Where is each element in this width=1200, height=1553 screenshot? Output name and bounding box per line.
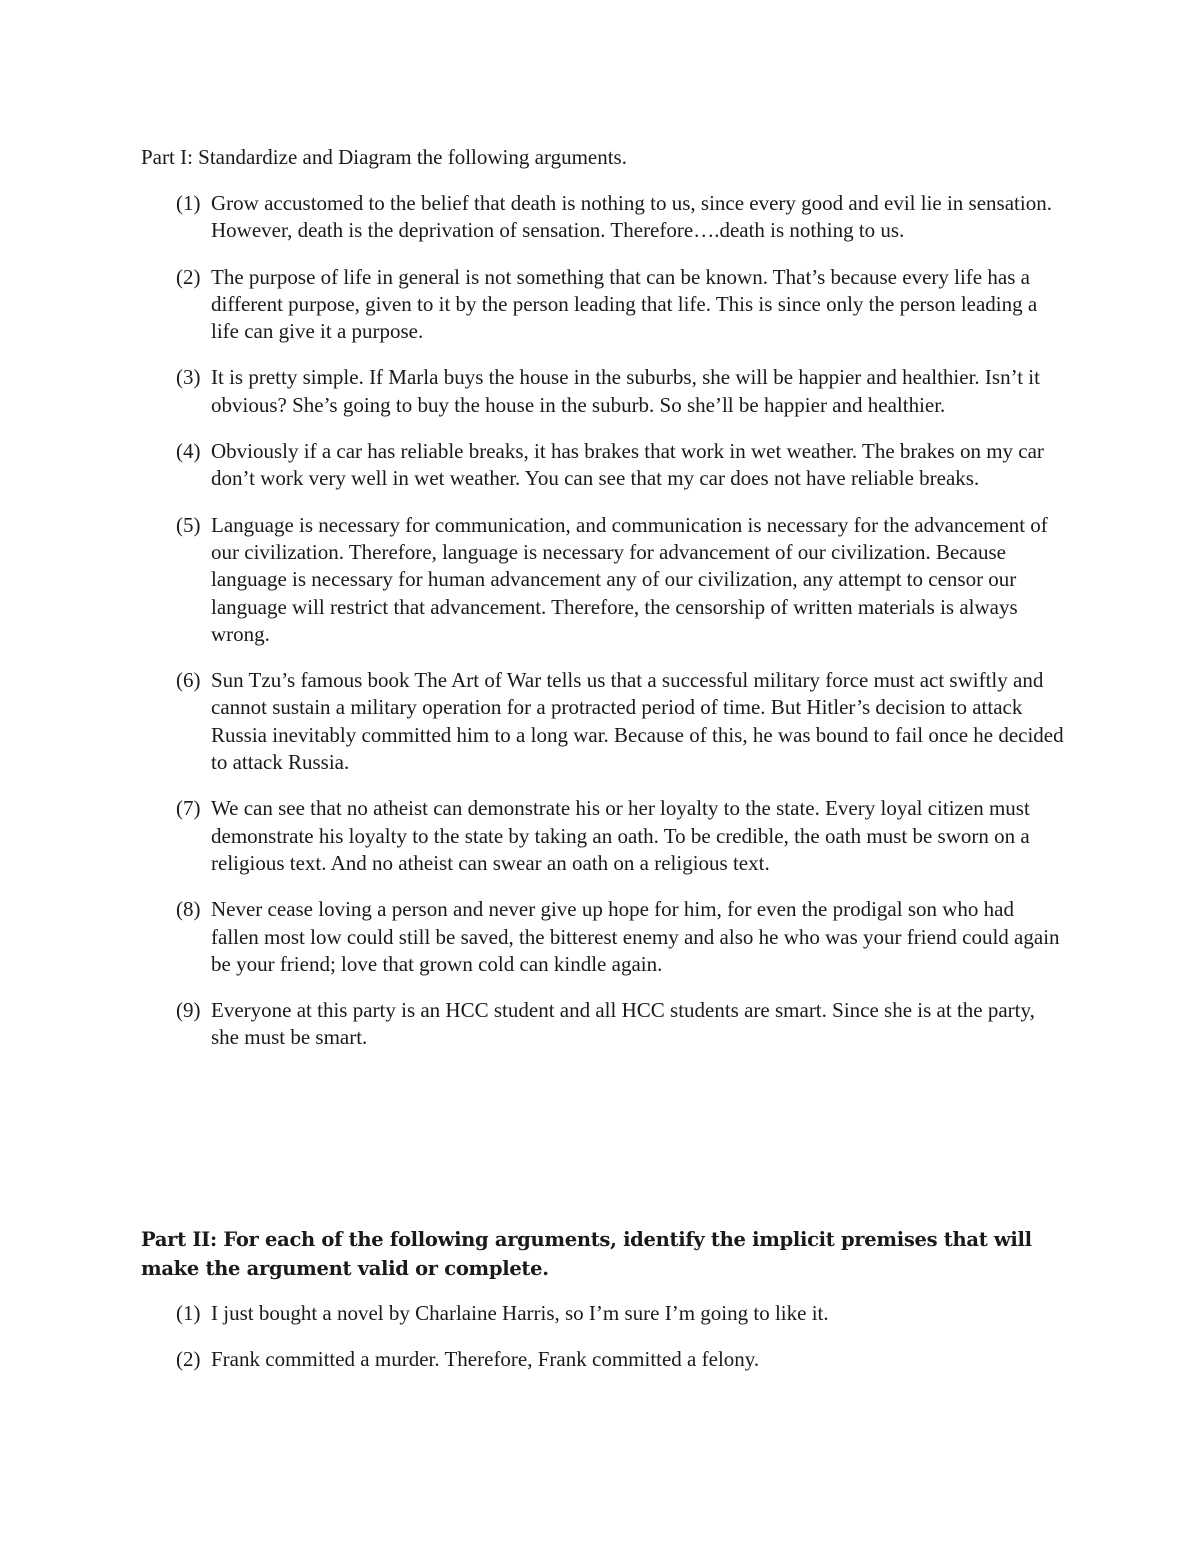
argument-item — [176, 264, 1066, 346]
item-number: (6) — [176, 668, 201, 693]
item-number: (2) — [176, 264, 201, 289]
argument-text: Grow accustomed to the belief that death is nothing to us, since every good and evil lie in sensation. However, death is the deprivation of sensation. Therefore….death is nothing to us. — [211, 191, 1052, 243]
argument-text: Never cease loving a person and never give up hope for him, for even the prodigal son who had fallen most low could still be saved, the bitterest enemy and also he who was your friend could again be your friend; love that grown cold can kindle again. — [211, 897, 1060, 976]
argument-text: I just bought a novel by Charlaine Harris, so I’m sure I’m going to like it. — [211, 1301, 829, 1325]
item-number: (4) — [176, 439, 201, 464]
argument-text: It is pretty simple. If Marla buys the house in the suburbs, she will be happier and healthier. Isn’t it obvious? She’s going to buy the house in the suburb. So she’ll be happier and healthier. — [211, 365, 1040, 417]
argument-item — [176, 438, 1066, 493]
argument-item — [176, 997, 1066, 1052]
argument-text: Everyone at this party is an HCC student and all HCC students are smart. Since she is at the party, she must be smart. — [211, 998, 1035, 1050]
item-number: (1) — [176, 191, 201, 215]
part2-argument-list — [176, 1300, 1066, 1393]
item-number: (1) — [176, 1301, 201, 1325]
item-number: (7) — [176, 796, 201, 821]
argument-item — [176, 364, 1066, 419]
argument-item — [176, 667, 1066, 776]
item-number: (9) — [176, 998, 201, 1023]
item-number: (5) — [176, 512, 201, 537]
argument-item — [176, 1300, 1066, 1327]
argument-text: Frank committed a murder. Therefore, Frank committed a felony. — [211, 1347, 760, 1372]
item-number: (2) — [176, 1347, 201, 1372]
argument-text: The purpose of life in general is not something that can be known. That’s because every life has a different purpose, given to it by the person leading that life. This is since only the person leading a life can give it a purpose. — [211, 264, 1038, 344]
argument-item — [176, 1346, 1066, 1373]
item-number: (8) — [176, 897, 201, 922]
argument-text: Sun Tzu’s famous book The Art of War tells us that a successful military force must act swiftly and cannot sustain a military operation for a protracted period of time. But Hitler’s decision to attack Russia inevitably committed him to a long war. Because of this, he was bound to fail once he decided to attack Russia. — [211, 668, 1064, 775]
part1-argument-list — [176, 190, 1066, 1071]
part1-heading: Part I: Standardize and Diagram the following arguments. — [141, 145, 627, 169]
argument-item — [176, 896, 1066, 978]
argument-item — [176, 190, 1066, 245]
part2-heading: Part II: For each of the following arguments, identify the implicit premises that will make the argument valid or complete. — [141, 1228, 1032, 1280]
argument-text: Language is necessary for communication, and communication is necessary for the advancement of our civilization. Therefore, language is necessary for advancement of our civilization. Because language is necessary for human advancement any of our civilization, any attempt to censor our language will restrict that advancement. Therefore, the censorship of written materials is always wrong. — [211, 512, 1048, 646]
argument-item — [176, 512, 1066, 648]
argument-text: Obviously if a car has reliable breaks, it has brakes that work in wet weather. The brakes on my car don’t work very well in wet weather. You can see that my car does not have reliable breaks. — [211, 439, 1044, 491]
item-number: (3) — [176, 365, 201, 390]
argument-text: We can see that no atheist can demonstrate his or her loyalty to the state. Every loyal citizen must demonstrate his loyalty to the state by taking an oath. To be credible, the oath must be sworn on a religious text. And no atheist can swear an oath on a religious text. — [211, 796, 1030, 875]
argument-item — [176, 795, 1066, 877]
